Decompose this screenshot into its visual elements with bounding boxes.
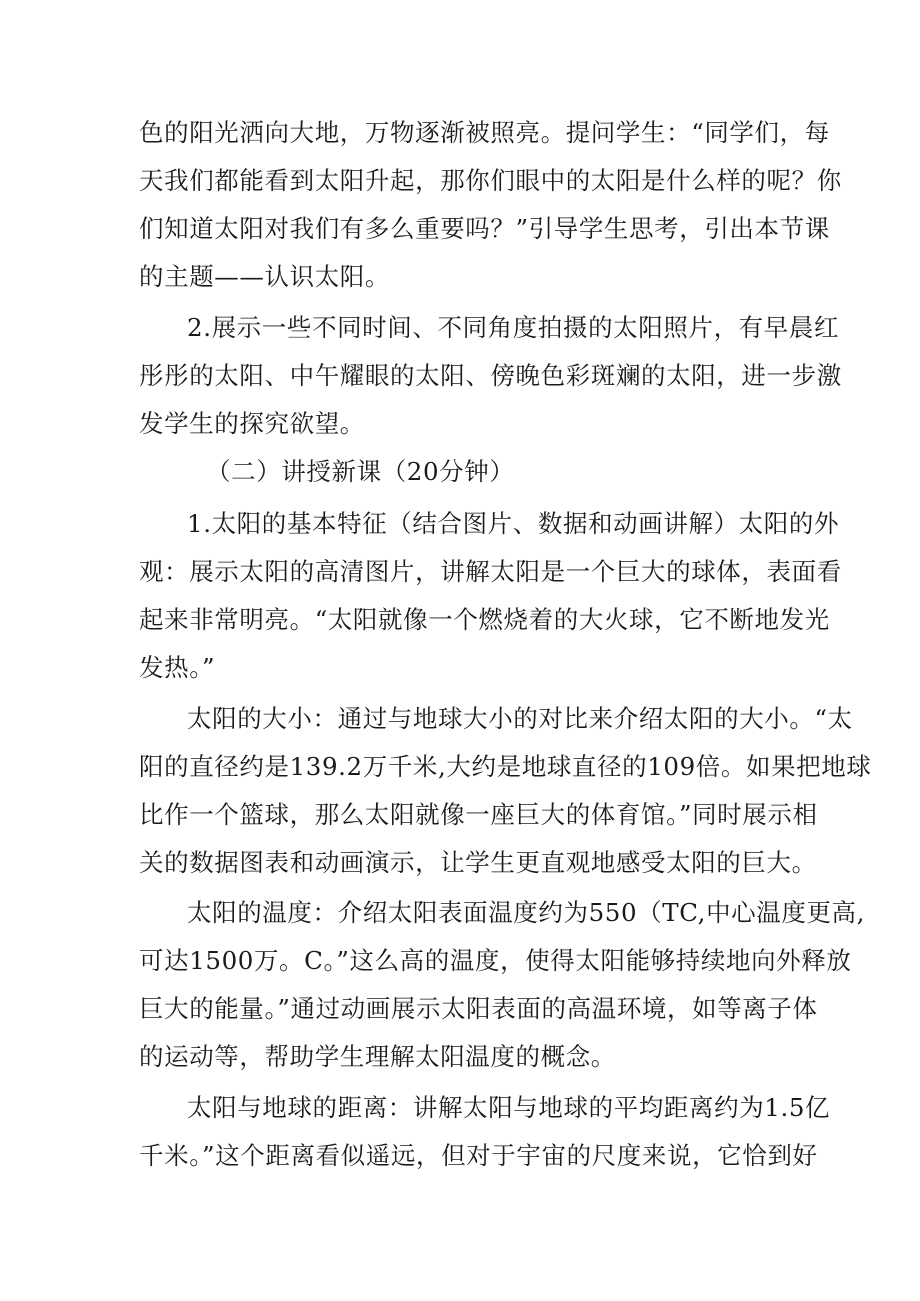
paragraph-line: 可达1500万。C。”这么高的温度，使得太阳能够持续地向外释放 (139, 946, 852, 975)
paragraph-line: 太阳与地球的距离：讲解太阳与地球的平均距离约为1.5亿 (187, 1093, 831, 1122)
paragraph-line: 太阳的温度：介绍太阳表面温度约为550（TC,中心温度更高, (187, 898, 866, 927)
paragraph-line: 观：展示太阳的高清图片，讲解太阳是一个巨大的球体，表面看 (139, 557, 842, 586)
paragraph-line: 发学生的探究欲望。 (139, 409, 365, 438)
paragraph-line: 千米。”这个距离看似遥远，但对于宇宙的尺度来说，它恰到好 (139, 1141, 818, 1170)
paragraph-line: 天我们都能看到太阳升起，那你们眼中的太阳是什么样的呢？你 (139, 166, 842, 195)
paragraph-line: 的运动等，帮助学生理解太阳温度的概念。 (139, 1042, 616, 1071)
paragraph-line: 的主题——认识太阳。 (139, 262, 390, 291)
paragraph-line: 彤彤的太阳、中午耀眼的太阳、傍晚色彩斑斓的太阳，进一步激 (139, 361, 842, 390)
paragraph-line: 发热。” (139, 653, 216, 682)
paragraph-line: 1.太阳的基本特征（结合图片、数据和动画讲解）太阳的外 (187, 509, 840, 538)
paragraph-line: 关的数据图表和动画演示，让学生更直观地感受太阳的巨大。 (139, 848, 817, 877)
paragraph-line: 阳的直径约是139.2万千米,大约是地球直径的109倍。如果把地球 (139, 752, 872, 781)
paragraph-line: 2.展示一些不同时间、不同角度拍摄的太阳照片，有早晨红 (187, 313, 840, 342)
paragraph-line: 色的阳光洒向大地，万物逐渐被照亮。提问学生：“同学们，每 (139, 118, 830, 147)
paragraph-line: 起来非常明亮。“太阳就像一个燃烧着的大火球，它不断地发光 (139, 605, 830, 634)
paragraph-line: 们知道太阳对我们有多么重要吗？”引导学生思考，引出本节课 (139, 214, 830, 243)
paragraph-line: 太阳的大小：通过与地球大小的对比来介绍太阳的大小。“太 (187, 704, 853, 733)
paragraph-line: 巨大的能量。”通过动画展示太阳表面的高温环境，如等离子体 (139, 994, 818, 1023)
section-heading: （二）讲授新课（20分钟） (206, 457, 515, 486)
paragraph-line: 比作一个篮球，那么太阳就像一座巨大的体育馆。”同时展示相 (139, 800, 818, 829)
